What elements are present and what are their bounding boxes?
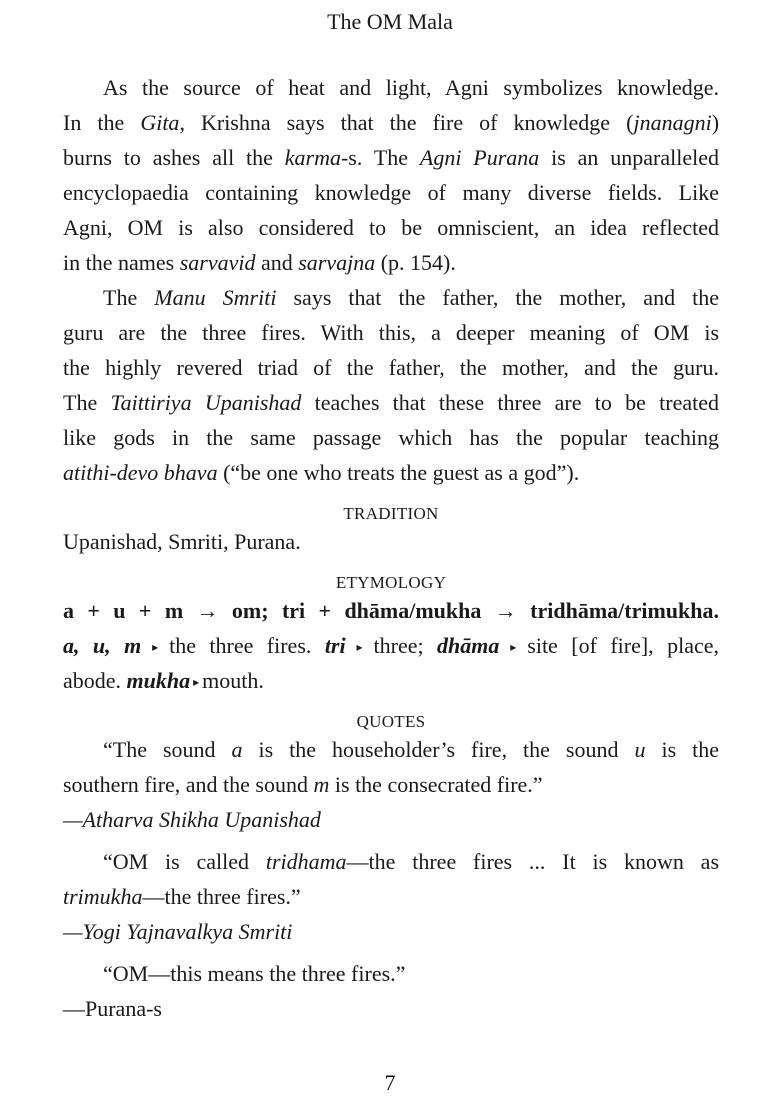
paragraph — [63, 70, 719, 280]
text-span: Taittiriya Upanishad — [110, 390, 302, 415]
text-span: -s. The — [340, 145, 420, 170]
quote-attribution — [63, 991, 719, 1026]
text-span: site [of fire], place, — [527, 633, 720, 658]
text-span: (p. 154). — [375, 250, 456, 275]
text-line — [63, 802, 719, 837]
text-span: (“be one who treats the guest as a god”). — [217, 460, 580, 485]
text-span: The — [103, 285, 155, 310]
text-span: —the three fires ... It is known as — [346, 849, 720, 874]
text-span: Agni Purana — [419, 145, 540, 170]
text-span: The — [63, 390, 111, 415]
triangle-bullet-icon: ▸ — [345, 640, 374, 654]
text-span: —Purana-s — [63, 996, 162, 1021]
paragraph — [63, 593, 719, 698]
section-heading: QUOTES — [356, 712, 426, 731]
triangle-bullet-icon: ▸ — [190, 675, 203, 689]
running-header: The OM Mala — [327, 9, 453, 34]
section-heading: ETYMOLOGY — [335, 573, 447, 592]
page-body — [63, 70, 719, 1026]
text-line — [63, 105, 719, 140]
paragraph — [63, 524, 719, 559]
text-span: , Krishna says that the fire of knowledge ( — [179, 110, 634, 135]
text-span: the three fires. — [169, 633, 325, 658]
text-span: “The sound — [103, 737, 232, 762]
text-span: sarvavid — [179, 250, 256, 275]
text-line — [63, 385, 719, 420]
text-span: —Atharva Shikha Upanishad — [63, 807, 321, 832]
text-span: and — [255, 250, 299, 275]
text-span: —the three fires.” — [142, 884, 301, 909]
text-span: in the names — [63, 250, 180, 275]
text-span: ) — [711, 110, 720, 135]
text-span: is an unparalleled — [539, 145, 719, 170]
text-span: guru are the three fires. With this, a deeper meaning of OM is — [63, 320, 719, 345]
section-heading: TRADITION — [343, 504, 439, 523]
text-line — [63, 70, 719, 105]
text-line — [63, 524, 719, 559]
text-span: three; — [373, 633, 438, 658]
text-span: the highly revered triad of the father, the mother, and the guru. — [63, 355, 719, 380]
page-number: 7 — [384, 1070, 396, 1095]
triangle-bullet-icon: ▸ — [499, 640, 528, 654]
text-span: m — [313, 772, 330, 797]
text-line — [63, 767, 719, 802]
text-line — [63, 210, 719, 245]
text-span: trimukha — [63, 884, 143, 909]
text-span: a, u, m — [63, 633, 142, 658]
text-line — [63, 140, 719, 175]
text-span: atithi-devo bhava — [63, 460, 218, 485]
text-line — [63, 280, 719, 315]
quote-attribution — [63, 914, 719, 949]
text-line — [63, 628, 719, 663]
text-line — [63, 245, 719, 280]
text-span: As the source of heat and light, Agni symbolizes knowledge. — [103, 75, 719, 100]
text-line — [63, 175, 719, 210]
text-line — [63, 956, 719, 991]
text-line — [63, 350, 719, 385]
text-span: a — [231, 737, 243, 762]
paragraph — [63, 844, 719, 914]
text-line — [63, 844, 719, 879]
text-span: southern fire, and the sound — [63, 772, 314, 797]
text-span: u — [634, 737, 646, 762]
text-span: “OM is called — [103, 849, 266, 874]
quote-attribution — [63, 802, 719, 837]
text-span: Upanishad, Smriti, Purana. — [63, 529, 301, 554]
text-line — [63, 455, 719, 490]
text-span: mukha — [126, 668, 191, 693]
text-span: abode. — [63, 668, 127, 693]
text-span: teaches that these three are to be treated — [301, 390, 719, 415]
paragraph — [63, 956, 719, 991]
text-line — [63, 315, 719, 350]
text-span: mouth. — [202, 668, 264, 693]
text-line — [63, 991, 719, 1026]
text-span: In the — [63, 110, 141, 135]
text-span: encyclopaedia containing knowledge of many diverse fields. Like — [63, 180, 719, 205]
paragraph — [63, 732, 719, 802]
text-span: Gita — [140, 110, 180, 135]
text-span: dhāma — [437, 633, 500, 658]
text-span: tridhama — [265, 849, 347, 874]
text-line — [63, 914, 719, 949]
text-span: is the — [645, 737, 719, 762]
text-span: burns to ashes all the — [63, 145, 285, 170]
text-span: —Yogi Yajnavalkya Smriti — [63, 919, 293, 944]
text-span: sarvajna — [298, 250, 376, 275]
text-line — [63, 420, 719, 455]
paragraph — [63, 280, 719, 490]
text-span: Agni, OM is also considered to be omniscient, an idea reflected — [63, 215, 719, 240]
triangle-bullet-icon: ▸ — [141, 640, 170, 654]
text-span: is the consecrated fire.” — [329, 772, 543, 797]
text-line — [63, 593, 719, 628]
text-span: says that the father, the mother, and the — [276, 285, 719, 310]
text-span: a + u + m → om; tri + dhāma/mukha → tridhāma/trimukha. — [63, 598, 719, 623]
text-line — [63, 879, 719, 914]
text-span: jnanagni — [633, 110, 712, 135]
text-span: tri — [324, 633, 346, 658]
text-span: karma — [284, 145, 341, 170]
text-line — [63, 663, 719, 698]
text-line — [63, 732, 719, 767]
text-span: Manu Smriti — [154, 285, 277, 310]
text-span: “OM—this means the three fires.” — [103, 961, 406, 986]
text-span: like gods in the same passage which has the popular teaching — [63, 425, 719, 450]
text-span: is the householder’s fire, the sound — [242, 737, 635, 762]
